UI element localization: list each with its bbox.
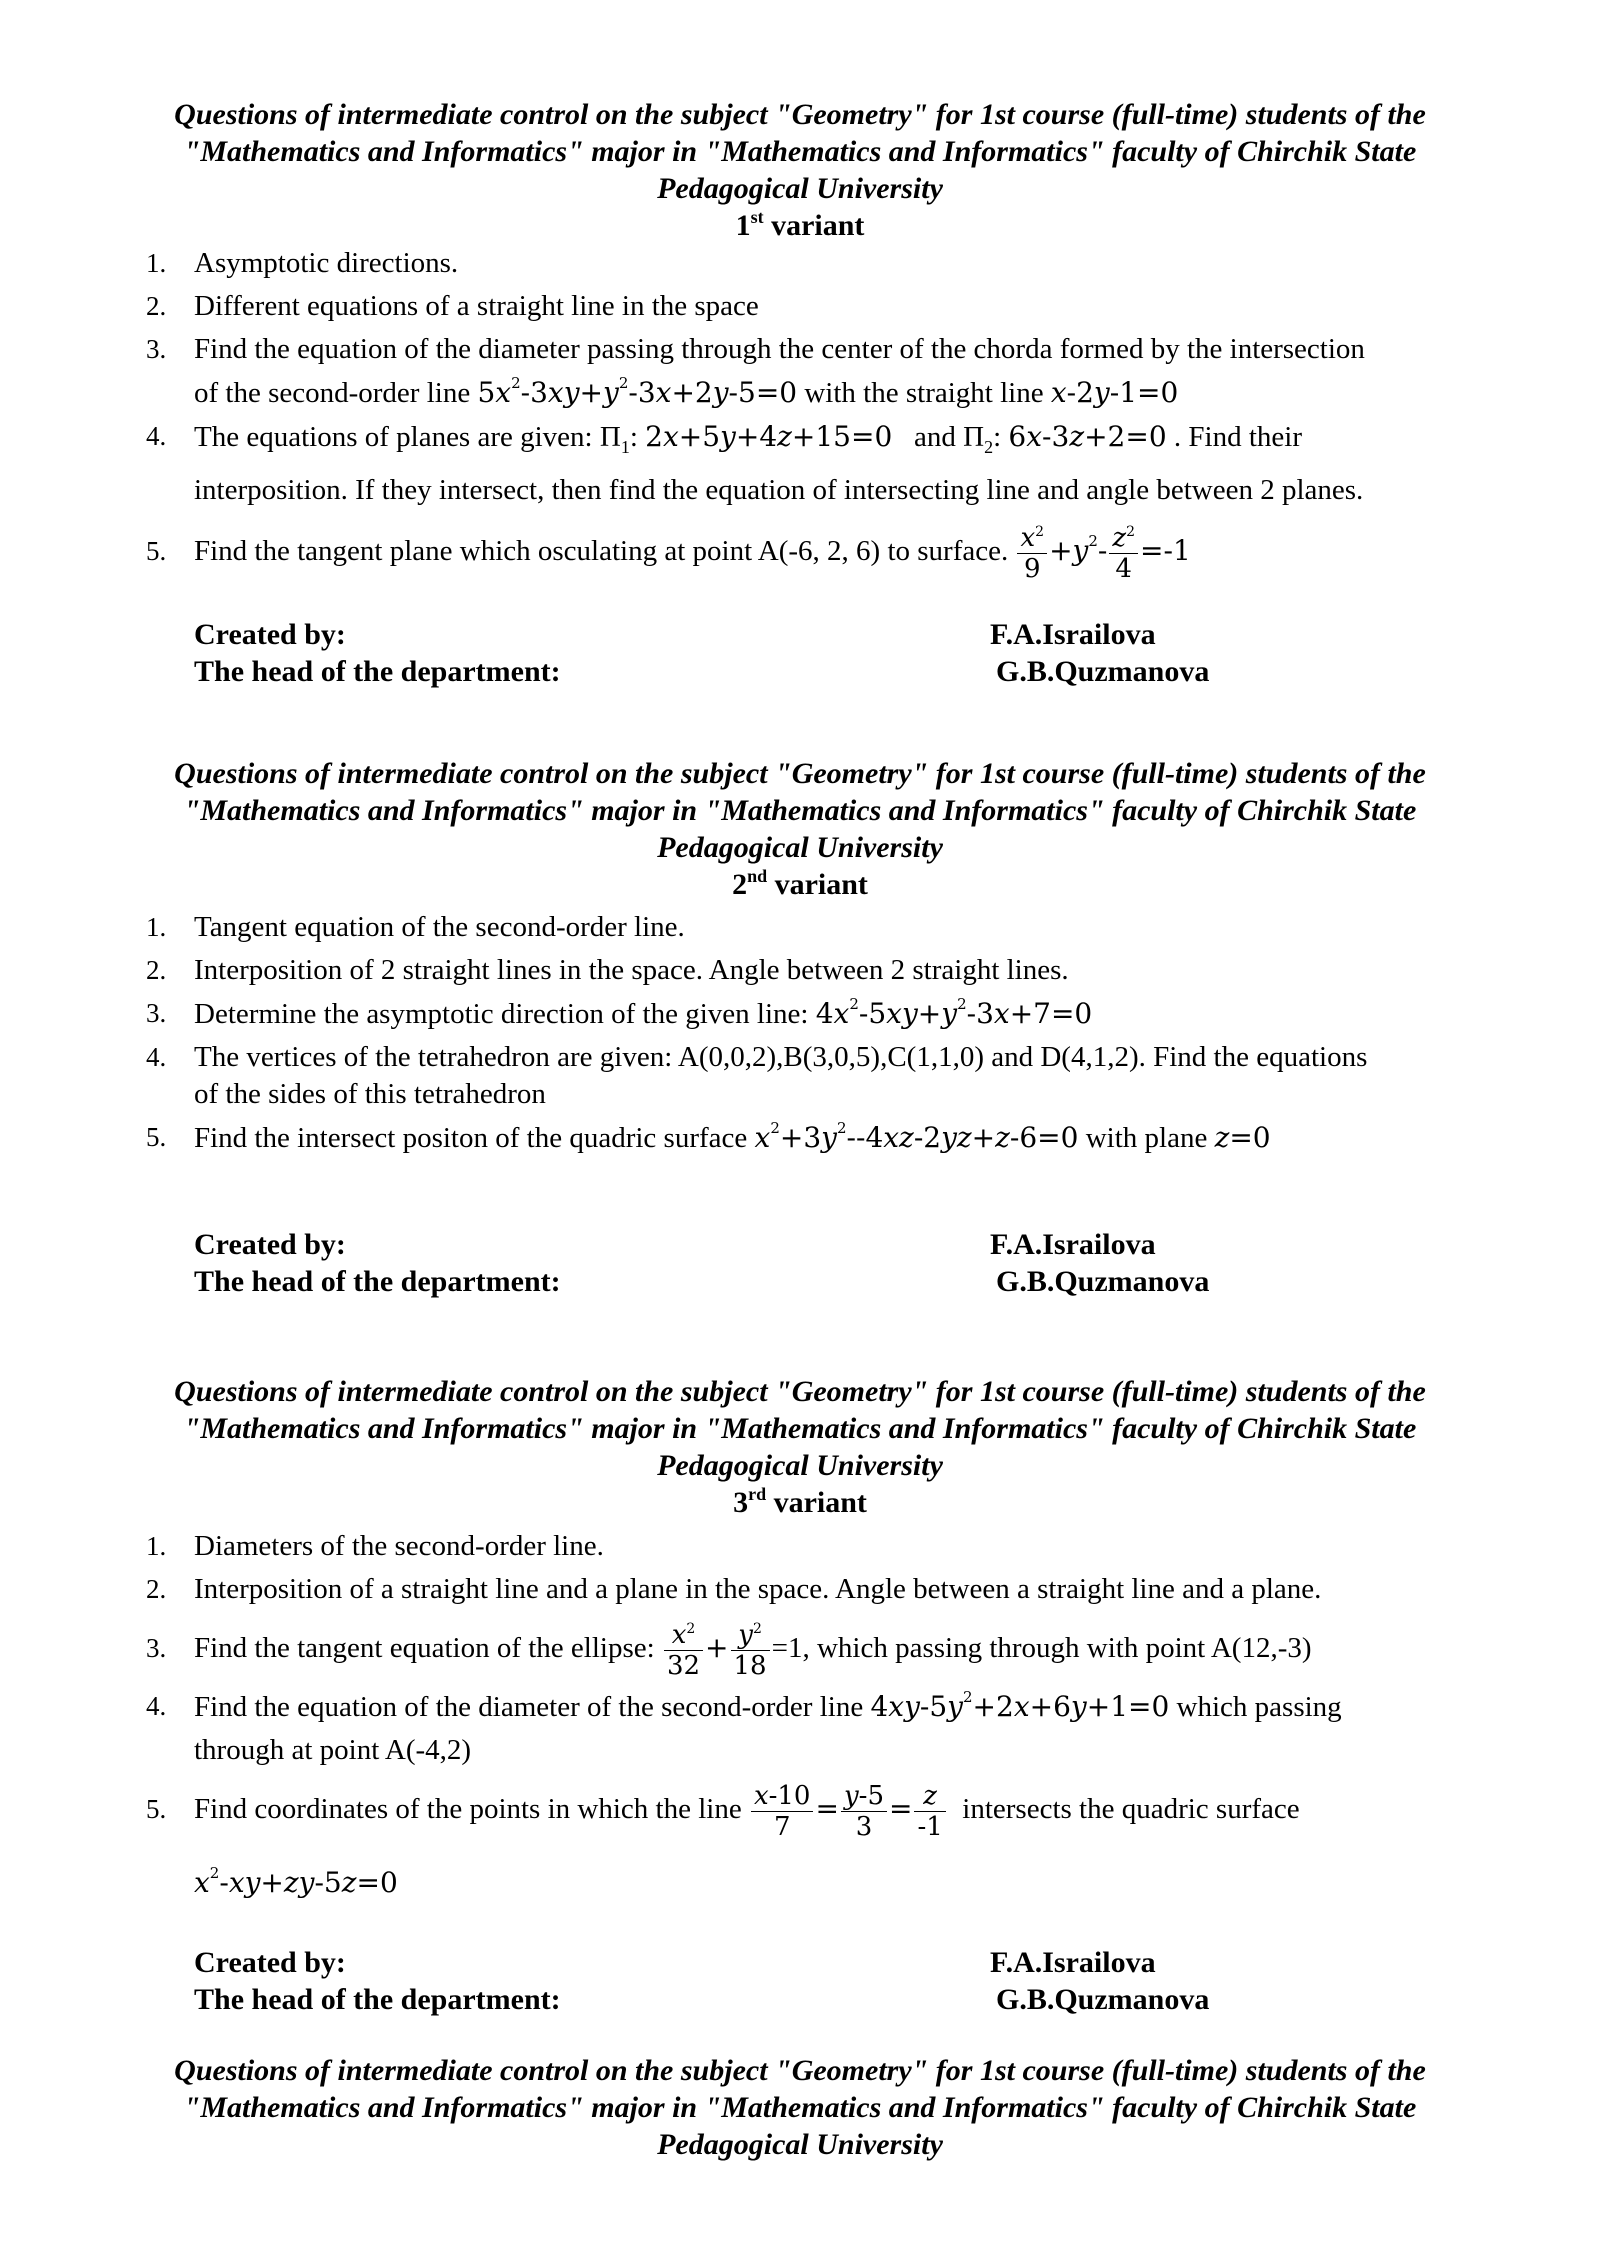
equation: 6x-3z+2=0 [1008, 420, 1167, 453]
question-item: 2. Interposition of a straight line and a plane in the space. Angle between a straight line and a plane. [146, 1573, 1322, 1605]
fraction: $\frac{x-10}{7}$ [751, 1781, 814, 1842]
signature-block: Created by: F.A.Israilova The head of the department: G.B.Quzmanova [194, 618, 1210, 688]
header-line-1: Questions of intermediate control on the subject "Geometry" for 1st course (full-time) students of the [174, 757, 1426, 790]
header-line-1: Questions of intermediate control on the subject "Geometry" for 1st course (full-time) students of the [174, 2054, 1426, 2087]
equation: z=0 [1214, 1121, 1271, 1154]
question-item: 3. Find the tangent equation of the ellipse: $\frac{x^2}{32}$ + $\frac{y^2}{18}$ =1, which passing through with point A(12,-3) [146, 1619, 1312, 1681]
variant-title: 1st variant [735, 207, 865, 242]
fraction: $\frac{z}{-1}$ [914, 1781, 945, 1842]
document-header [0, 1373, 1600, 1484]
header-line-1: Questions of intermediate control on the subject "Geometry" for 1st course (full-time) students of the [174, 1375, 1426, 1408]
equation: $5x^2-3xy+y^2-3x+2y-5=0$ [477, 374, 798, 409]
signature-block: Created by: F.A.Israilova The head of the department: G.B.Quzmanova [194, 1946, 1210, 2016]
document-header [0, 755, 1600, 866]
signature-block: Created by: F.A.Israilova The head of the department: G.B.Quzmanova [194, 1228, 1210, 1298]
fraction: $\frac{y^2}{18}$ [731, 1620, 770, 1681]
question-item: 5. Find the intersect positon of the quadric surface $x^2+3y^2--4xz-2yz+z-6=0$ with plane z=0 [146, 1119, 1271, 1154]
header-line-2: "Mathematics and Informatics" major in "Mathematics and Informatics" faculty of Chirchik State [183, 2091, 1417, 2124]
variant-2-header [0, 755, 1600, 903]
header-line-3: Pedagogical University [657, 2128, 943, 2161]
header-line-1: Questions of intermediate control on the subject "Geometry" for 1st course (full-time) students of the [174, 98, 1426, 131]
question-item: 5. Find coordinates of the points in which the line $\frac{x-10}{7}$ = $\frac{y-5}{3}$ = $\frac{z}{-1}$ intersects the quadric surface $x^2-xy+zy-5z=0$ [146, 1780, 1300, 1899]
fraction: $\frac{x^2}{32}$ [664, 1620, 703, 1681]
variant-2-questions [0, 906, 1504, 1160]
variant-3-questions [0, 1525, 1504, 1920]
question-item: 2. Different equations of a straight line in the space [146, 290, 759, 322]
question-item: 4. The equations of planes are given: $\Pi_1$: 2x+5y+4z+15=0 and $\Pi_2$: 6x-3z+2=0 . Find their interposition. If they intersect, then find the equation of intersecting line and angle between 2 planes. [146, 420, 1364, 506]
question-item: 4. Find the equation of the diameter of the second-order line $4xy-5y^2+2x+6y+1=0$ which passing through at point A(-4,2) [146, 1688, 1342, 1766]
equation: x-2y-1=0 [1050, 376, 1179, 409]
header-line-2: "Mathematics and Informatics" major in "Mathematics and Informatics" faculty of Chirchik State [183, 794, 1417, 827]
equation: $x^2-xy+zy-5z=0$ [194, 1864, 398, 1899]
equation: $4xy-5y^2+2x+6y+1=0$ [870, 1688, 1170, 1723]
document-header [0, 2052, 1600, 2163]
header-line-2: "Mathematics and Informatics" major in "Mathematics and Informatics" faculty of Chirchik State [183, 135, 1417, 168]
variant-title: 2nd variant [732, 866, 868, 901]
variant-1-header [0, 96, 1600, 244]
question-item: 3. Determine the asymptotic direction of the given line: $4x^2-5xy+y^2-3x+7=0$ [146, 995, 1093, 1030]
equation: 2x+5y+4z+15=0 [645, 420, 893, 453]
question-item: 2. Interposition of 2 straight lines in the space. Angle between 2 straight lines. [146, 954, 1069, 986]
question-item: 1. Diameters of the second-order line. [146, 1530, 604, 1562]
fraction: $\frac{z^2}{4}$ [1109, 523, 1138, 584]
equation: $x^2+3y^2--4xz-2yz+z-6=0$ [754, 1119, 1079, 1154]
question-item: 5. Find the tangent plane which osculating at point A(-6, 2, 6) to surface. $\frac{x^2}{9}$ $+y^2-$ $\frac{z^2}{4}$ =-1 [146, 522, 1191, 584]
question-item: 1. Tangent equation of the second-order line. [146, 911, 685, 943]
header-line-2: "Mathematics and Informatics" major in "Mathematics and Informatics" faculty of Chirchik State [183, 1412, 1417, 1445]
question-item: 4. The vertices of the tetrahedron are given: A(0,0,2),B(3,0,5),C(1,1,0) and D(4,1,2). Find the equations of the sides of this tetrahedron [146, 1041, 1368, 1110]
header-line-3: Pedagogical University [657, 1449, 943, 1482]
header-line-3: Pedagogical University [657, 172, 943, 205]
fraction: $\frac{y-5}{3}$ [841, 1781, 887, 1842]
header-line-3: Pedagogical University [657, 831, 943, 864]
variant-3-header [0, 1373, 1600, 1521]
question-item: 3. Find the equation of the diameter passing through the center of the chorda formed by the intersection of the second-order line $5x^2-3xy+y^2-3x+2y-5=0$ with the straight line x-2y-1=0 [146, 333, 1365, 409]
document-header [0, 96, 1600, 207]
equation: $4x^2-5xy+y^2-3x+7=0$ [815, 995, 1093, 1030]
fraction: $\frac{x^2}{9}$ [1017, 523, 1047, 584]
variant-title: 3rd variant [733, 1484, 867, 1519]
variant-4-header [0, 2052, 1600, 2163]
question-item: 1. Asymptotic directions. [146, 247, 459, 279]
variant-1-questions [0, 242, 1504, 590]
